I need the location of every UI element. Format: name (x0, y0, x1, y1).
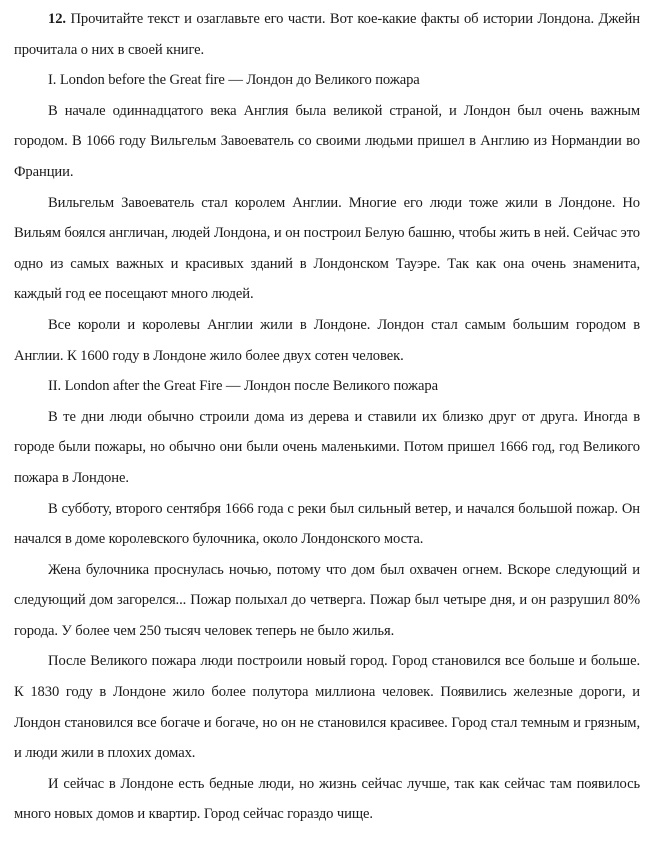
document-page (14, 4, 640, 830)
paragraph-8: И сейчас в Лондоне есть бедные люди, но жизнь сейчас лучше, так как сейчас там появилось много новых домов и квартир. Город сейчас гораздо чище. (14, 775, 640, 823)
paragraph-1: В начале одиннадцатого века Англия была великой страной, и Лондон был очень важным городом. В 1066 году Вильгельм Завоеватель со своими людьми пришел в Англию из Нормандии во Франции. (14, 102, 640, 180)
exercise-number: 12. (48, 11, 66, 27)
instruction-text: Прочитайте текст и озаглавьте его части. Вот кое-какие факты об истории Лондона. Джейн прочитала о них в своей книге. (14, 11, 640, 58)
section-heading-1: I. London before the Great fire — Лондон до Великого пожара (48, 72, 420, 89)
section-heading-2: II. London after the Great Fire — Лондон после Великого пожара (48, 378, 438, 395)
paragraph-2: Вильгельм Завоеватель стал королем Англии. Многие его люди тоже жили в Лондоне. Но Вильям боялся англичан, людей Лондона, и он построил Белую башню, чтобы жить в ней. Сейчас это одно из самых важных и красивых зданий в Лондонском Тауэре. Так как она очень знаменита, каждый год ее посещают много людей. (14, 194, 640, 303)
paragraph-4: В те дни люди обычно строили дома из дерева и ставили их близко друг от друга. Иногда в городе были пожары, но обычно они были очень маленькими. Потом пришел 1666 год, год Великого пожара в Лондоне. (14, 408, 640, 486)
exercise-instruction (14, 4, 640, 65)
paragraph-5: В субботу, второго сентября 1666 года с реки был сильный ветер, и начался большой пожар. Он начался в доме королевского булочника, около Лондонского моста. (14, 500, 640, 548)
paragraph-7: После Великого пожара люди построили новый город. Город становился все больше и больше. К 1830 году в Лондоне жило более полутора миллиона человек. Появились железные дороги, и Лондон становился все богаче и богаче, но он не становился красивее. Город стал темным и грязным, и люди жили в плохих домах. (14, 653, 640, 762)
paragraph-6: Жена булочника проснулась ночью, потому что дом был охвачен огнем. Вскоре следующий и следующий дом загорелся... Пожар полыхал до четверга. Пожар был четыре дня, и он разрушил 80% города. У более чем 250 тысяч человек теперь не было жилья. (14, 561, 640, 639)
paragraph-3: Все короли и королевы Англии жили в Лондоне. Лондон стал самым большим городом в Англии. К 1600 году в Лондоне жило более двух сотен человек. (14, 316, 640, 364)
